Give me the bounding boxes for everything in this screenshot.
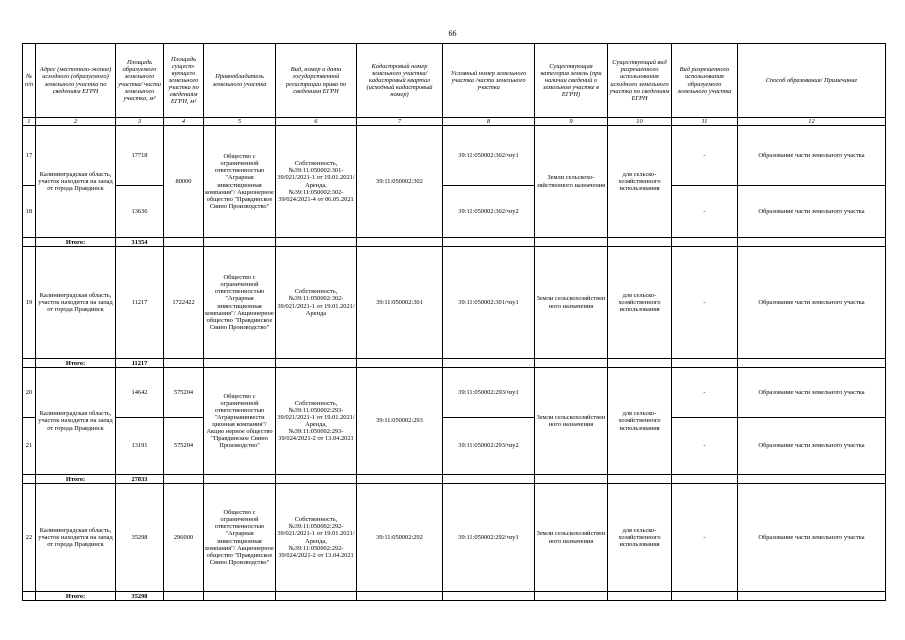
total-value: 11217 [116, 359, 164, 368]
plot-area: 35298 [116, 484, 164, 592]
header-cell: Способ образования/ Примечание [738, 44, 886, 118]
conditional-number: 39:11:050002:301/чзу1 [443, 247, 535, 359]
column-number: 9 [535, 118, 608, 126]
table-row [23, 126, 886, 186]
registration-cell: Собственность, №39:11:050002:292-39/021/2021-1 от 19.01.2021/ Аренда, №39:11:050002:292-39/024/2021-2 от 13.04.2021 [276, 484, 357, 592]
total-value: 27833 [116, 475, 164, 484]
existing-area: 296000 [164, 484, 204, 592]
formation-method: Образование части земельного участка [738, 247, 886, 359]
column-number: 2 [36, 118, 116, 126]
existing-area: 575204 [164, 418, 204, 475]
conditional-number: 39:11:050002:302/чзу2 [443, 186, 535, 238]
header-cell: Адрес (местополо-жение) исходного (образуемого) земельного участка по сведениям ЕГРН [36, 44, 116, 118]
existing-area: 1722422 [164, 247, 204, 359]
plot-area: 13191 [116, 418, 164, 475]
cadastral-number: 39:11:050002:292 [357, 484, 443, 592]
header-cell: № п/п [23, 44, 36, 118]
column-number: 3 [116, 118, 164, 126]
address-cell: Калининградская область, участок находится на запад от города Правдинск [36, 368, 116, 475]
header-cell: Площадь сущест-вующего земельного участка по сведениям ЕГРН, м² [164, 44, 204, 118]
column-number: 11 [672, 118, 738, 126]
conditional-number: 39:11:050002:292/чзу1 [443, 484, 535, 592]
registration-cell: Собственность, №39:11:050002:302-39/021/2021-1 от 19.01.2021/ Аренда [276, 247, 357, 359]
new-use: - [672, 484, 738, 592]
column-number: 12 [738, 118, 886, 126]
land-category: Земли сельскохозяйствен ного назначения [535, 484, 608, 592]
total-label: Итого: [36, 359, 116, 368]
header-cell: Существующая категория земель (при наличии сведений о земельном участке в ЕГРН) [535, 44, 608, 118]
conditional-number: 39:11:050002:302/чзу1 [443, 126, 535, 186]
cadastral-number: 39:11:050002:302 [357, 126, 443, 238]
total-label: Итого: [36, 592, 116, 601]
total-value: 35298 [116, 592, 164, 601]
column-number: 8 [443, 118, 535, 126]
existing-use: для сельско-хозяйственного использования [608, 247, 672, 359]
total-row [23, 238, 886, 247]
existing-area: 80000 [164, 126, 204, 238]
header-cell: Вид, номер и дата государственной регистрации права по сведениям ЕГРН [276, 44, 357, 118]
cadastral-number: 39:11:050002:301 [357, 247, 443, 359]
column-number: 7 [357, 118, 443, 126]
total-row [23, 475, 886, 484]
row-number: 20 [23, 368, 36, 418]
new-use: - [672, 247, 738, 359]
formation-method: Образование части земельного участка [738, 186, 886, 238]
column-number: 6 [276, 118, 357, 126]
formation-method: Образование части земельного участка [738, 484, 886, 592]
column-number: 10 [608, 118, 672, 126]
land-plots-table [22, 43, 886, 601]
registration-cell: Собственность, №39:11:050002:301-39/021/2021-1 от 19.01.2021/ Аренда, №39:11:050002:302-39/024/2021-4 от 06.05.2021 [276, 126, 357, 238]
existing-area: 575204 [164, 368, 204, 418]
header-cell: Площадь образуемого земельного участка/ части земельного участка, м² [116, 44, 164, 118]
header-cell: Условный номер земельного участка /части земельного участка [443, 44, 535, 118]
page-number: 66 [448, 29, 457, 38]
table-row [23, 186, 886, 238]
existing-use: для сельско-хозяйственного использования [608, 368, 672, 475]
table-row [23, 247, 886, 359]
address-cell: Калининградская область, участок находится на запад от города Правдинск [36, 484, 116, 592]
header-cell: Правообладатель земельного участка [204, 44, 276, 118]
address-cell: Калининградская область, участок находится на запад от города Правдинск [36, 126, 116, 238]
new-use: - [672, 368, 738, 418]
header-row [23, 44, 886, 118]
new-use: - [672, 126, 738, 186]
owner-cell: Общество с ограниченной ответственностью "Аграрнаяинвести ционная компания"/Акцио нерное общество "Правдинское Свино Производство" [204, 368, 276, 475]
formation-method: Образование части земельного участка [738, 126, 886, 186]
total-label: Итого: [36, 475, 116, 484]
owner-cell: Общество с ограниченной ответственностью "Аграрная инвестиционная компания"/ Акционерное общество "Правдинское Свино Производство" [204, 247, 276, 359]
conditional-number: 39:11:050002:293/чзу2 [443, 418, 535, 475]
row-number: 17 [23, 126, 36, 186]
column-number: 5 [204, 118, 276, 126]
address-cell: Калининградская область, участок находится на запад от города Правдинск [36, 247, 116, 359]
table-row [23, 418, 886, 475]
formation-method: Образование части земельного участка [738, 368, 886, 418]
owner-cell: Общество с ограниченной ответственностью "Аграрная инвестиционная компания"/ Акционерное общество "Правдинское Свино Производство" [204, 484, 276, 592]
row-number: 18 [23, 186, 36, 238]
column-number: 4 [164, 118, 204, 126]
new-use: - [672, 186, 738, 238]
plot-area: 11217 [116, 247, 164, 359]
existing-use: для сельско-хозяйственного использования [608, 126, 672, 238]
existing-use: для сельско-хозяйственного использования [608, 484, 672, 592]
column-number: 1 [23, 118, 36, 126]
header-cell: Существующий вид разрешенного использования исходного земельного участка по сведениям ЕГРН [608, 44, 672, 118]
conditional-number: 39:11:050002:293/чзу1 [443, 368, 535, 418]
total-row [23, 592, 886, 601]
row-number: 21 [23, 418, 36, 475]
formation-method: Образование части земельного участка [738, 418, 886, 475]
plot-area: 13636 [116, 186, 164, 238]
plot-area: 14642 [116, 368, 164, 418]
header-cell: Вид разрешенного использования образуемого земельного участка [672, 44, 738, 118]
table-row [23, 484, 886, 592]
total-label: Итого: [36, 238, 116, 247]
row-number: 22 [23, 484, 36, 592]
table-row [23, 368, 886, 418]
header-cell: Кадастровый номер земельного участка/ кадастровый квартал (исходный кадастровый номер) [357, 44, 443, 118]
cadastral-number: 39:11:050002:293 [357, 368, 443, 475]
column-number-row [23, 118, 886, 126]
row-number: 19 [23, 247, 36, 359]
land-category: Земли сельскохо-зяйственного назначения [535, 126, 608, 238]
total-value: 31354 [116, 238, 164, 247]
new-use: - [672, 418, 738, 475]
registration-cell: Собственность, №39:11:050002:293-39/021/2021-1 от 19.01.2021/ Аренда, №39:11:050002:293-39/024/2021-2 от 13.04.2021 [276, 368, 357, 475]
total-row [23, 359, 886, 368]
owner-cell: Общество с ограниченной ответственностью "Аграрная инвестиционная компания"/ Акционерное общество "Правдинское Свино Производство" [204, 126, 276, 238]
plot-area: 17718 [116, 126, 164, 186]
land-category: Земли сельскохозяйствен ного назначения [535, 247, 608, 359]
land-category: Земли сельскохозяйствен ного назначения [535, 368, 608, 475]
